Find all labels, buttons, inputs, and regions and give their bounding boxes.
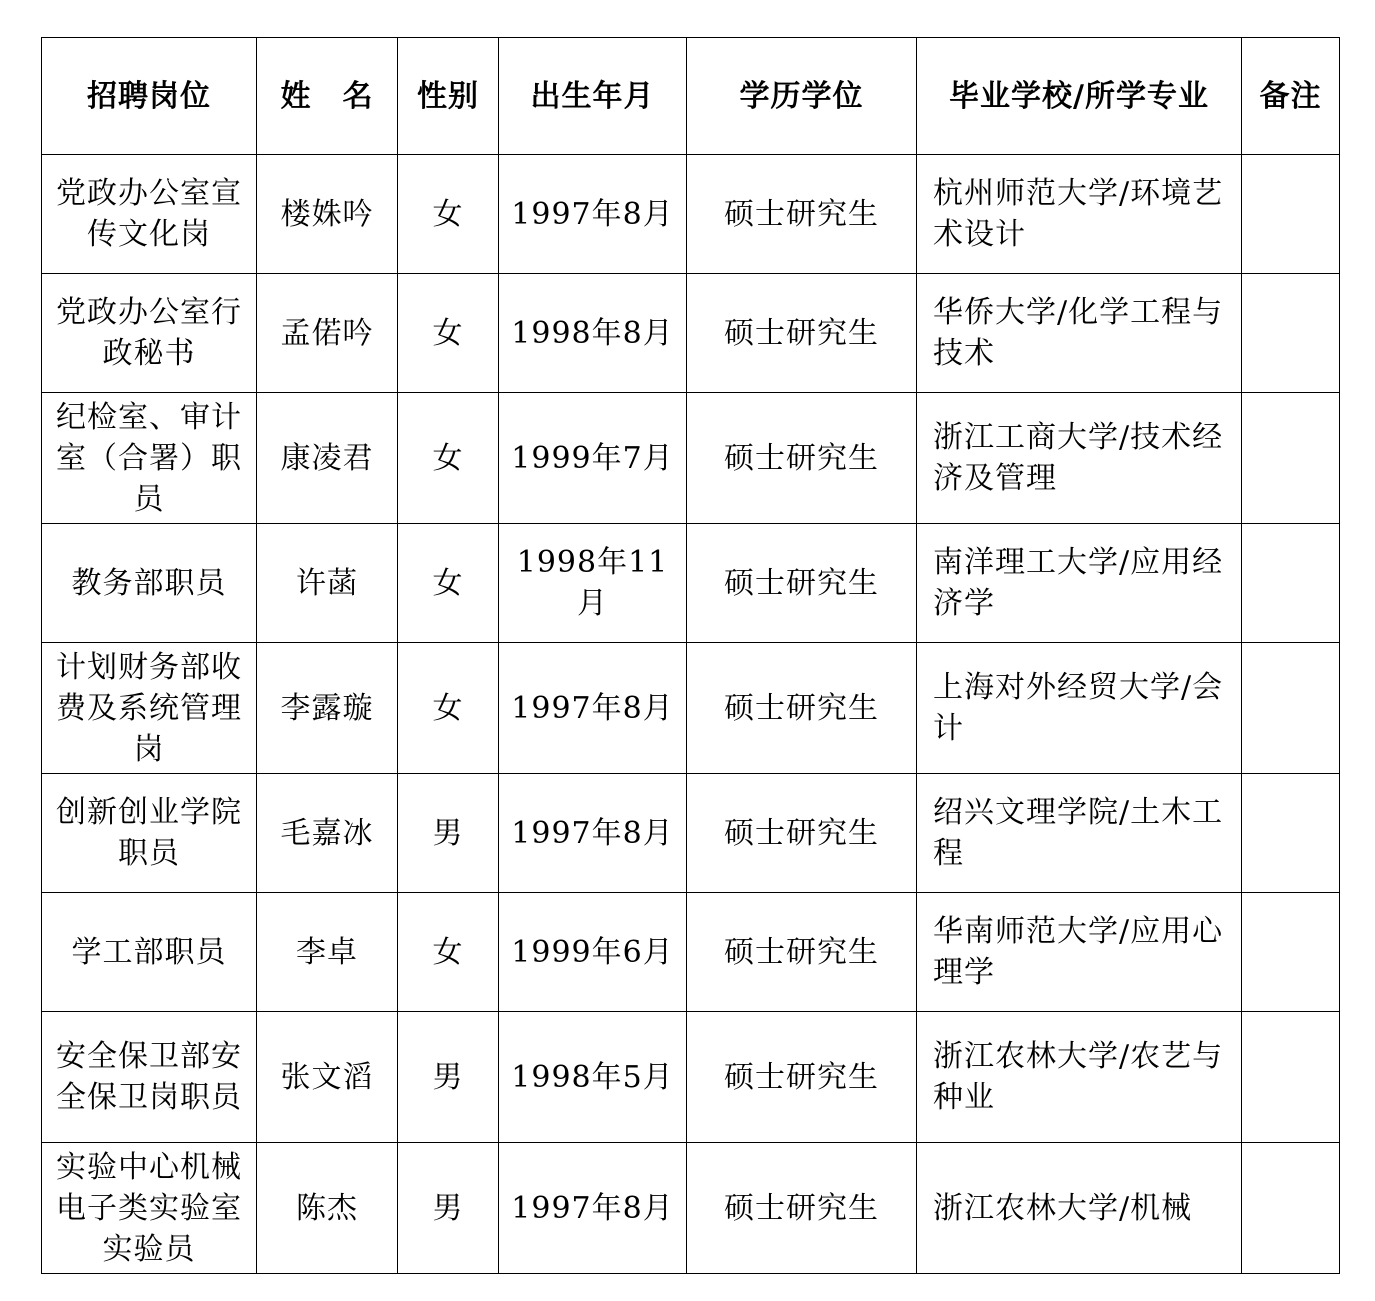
cell-birth: 1998年8月 [499,274,687,393]
cell-name: 康凌君 [257,393,398,524]
table-row [42,393,1340,524]
table-row [42,643,1340,774]
cell-degree: 硕士研究生 [687,155,917,274]
cell-gender: 男 [398,1143,499,1274]
cell-birth: 1997年8月 [499,155,687,274]
cell-position: 党政办公室宣传文化岗 [42,155,257,274]
cell-name: 许菡 [257,524,398,643]
table-row [42,1012,1340,1143]
cell-note [1242,524,1340,643]
cell-degree: 硕士研究生 [687,643,917,774]
cell-school: 上海对外经贸大学/会计 [917,643,1242,774]
cell-gender: 女 [398,274,499,393]
cell-degree: 硕士研究生 [687,774,917,893]
header-note: 备注 [1242,38,1340,155]
cell-name: 孟偌吟 [257,274,398,393]
cell-position: 计划财务部收费及系统管理岗 [42,643,257,774]
table-body [42,155,1340,1274]
cell-school: 杭州师范大学/环境艺术设计 [917,155,1242,274]
cell-birth: 1998年5月 [499,1012,687,1143]
cell-birth: 1997年8月 [499,774,687,893]
table-row [42,274,1340,393]
cell-degree: 硕士研究生 [687,393,917,524]
header-degree: 学历学位 [687,38,917,155]
header-school: 毕业学校/所学专业 [917,38,1242,155]
cell-note [1242,393,1340,524]
cell-name: 李卓 [257,893,398,1012]
cell-birth: 1997年8月 [499,1143,687,1274]
table-row [42,774,1340,893]
table-row [42,155,1340,274]
cell-school: 浙江农林大学/机械 [917,1143,1242,1274]
cell-note [1242,274,1340,393]
cell-gender: 男 [398,1012,499,1143]
cell-gender: 女 [398,524,499,643]
cell-position: 创新创业学院职员 [42,774,257,893]
cell-position: 纪检室、审计室（合署）职员 [42,393,257,524]
cell-gender: 女 [398,393,499,524]
cell-name: 楼姝吟 [257,155,398,274]
header-gender: 性别 [398,38,499,155]
cell-degree: 硕士研究生 [687,1143,917,1274]
cell-school: 华侨大学/化学工程与技术 [917,274,1242,393]
header-position: 招聘岗位 [42,38,257,155]
cell-degree: 硕士研究生 [687,524,917,643]
cell-gender: 男 [398,774,499,893]
cell-school: 华南师范大学/应用心理学 [917,893,1242,1012]
cell-degree: 硕士研究生 [687,274,917,393]
cell-position: 教务部职员 [42,524,257,643]
cell-note [1242,893,1340,1012]
cell-note [1242,155,1340,274]
cell-degree: 硕士研究生 [687,1012,917,1143]
cell-birth: 1997年8月 [499,643,687,774]
table-header [42,38,1340,155]
cell-position: 实验中心机械电子类实验室实验员 [42,1143,257,1274]
cell-degree: 硕士研究生 [687,893,917,1012]
cell-gender: 女 [398,155,499,274]
cell-position: 学工部职员 [42,893,257,1012]
table-row [42,893,1340,1012]
cell-birth: 1999年7月 [499,393,687,524]
header-row [42,38,1340,155]
cell-name: 李露璇 [257,643,398,774]
cell-position: 党政办公室行政秘书 [42,274,257,393]
cell-name: 张文滔 [257,1012,398,1143]
cell-birth: 1998年11月 [499,524,687,643]
cell-birth: 1999年6月 [499,893,687,1012]
cell-note [1242,643,1340,774]
table-row [42,1143,1340,1274]
cell-name: 毛嘉冰 [257,774,398,893]
cell-note [1242,1143,1340,1274]
table-row [42,524,1340,643]
cell-school: 南洋理工大学/应用经济学 [917,524,1242,643]
header-name: 姓 名 [257,38,398,155]
cell-school: 绍兴文理学院/土木工程 [917,774,1242,893]
cell-position: 安全保卫部安全保卫岗职员 [42,1012,257,1143]
header-birth: 出生年月 [499,38,687,155]
cell-name: 陈杰 [257,1143,398,1274]
cell-gender: 女 [398,893,499,1012]
cell-note [1242,1012,1340,1143]
cell-gender: 女 [398,643,499,774]
cell-school: 浙江农林大学/农艺与种业 [917,1012,1242,1143]
cell-school: 浙江工商大学/技术经济及管理 [917,393,1242,524]
recruitment-table [41,37,1340,1274]
cell-note [1242,774,1340,893]
